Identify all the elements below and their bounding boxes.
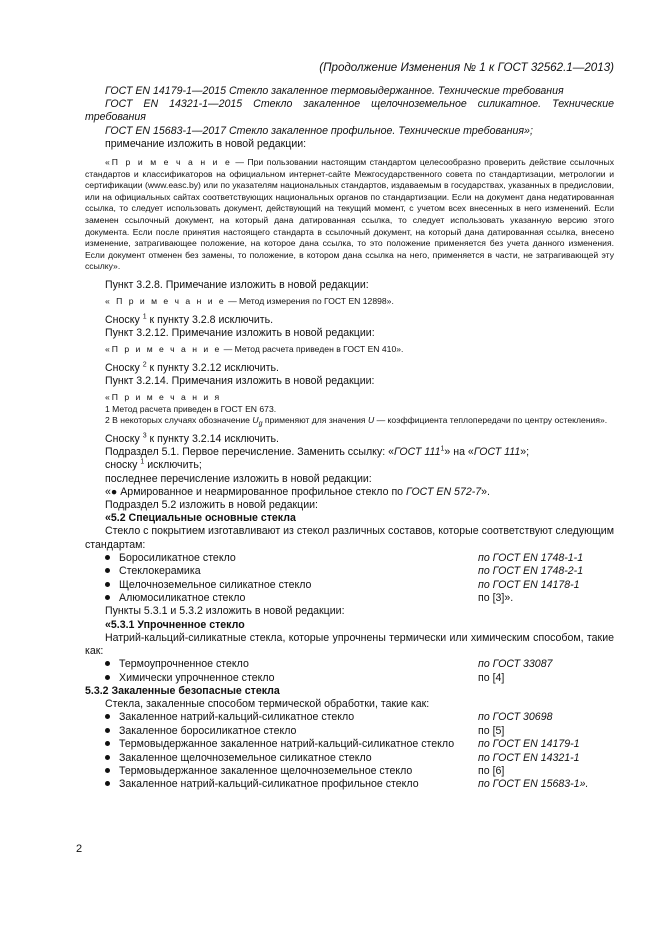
subsection-5-1: Подраздел 5.1. Первое перечисление. Заменить ссылку: «ГОСТ $111^1$» на «ГОСТ 111»;	[105, 445, 530, 459]
bullet-icon	[105, 582, 110, 587]
list-item: Закаленное натрий-кальций-силикатное профильное стекло по ГОСТ EN 15683-1».	[85, 778, 614, 791]
page-header: (Продолжение Изменения № 1 к ГОСТ 32562.1—2013)	[319, 61, 614, 74]
bullet-icon	[105, 755, 110, 760]
item-3-2-12: Пункт 3.2.12. Примечание изложить в новой редакции:	[105, 326, 375, 339]
list-item: Закаленное натрий-кальций-силикатное стекло по ГОСТ 30698	[85, 711, 614, 724]
heading-5-3-2: 5.3.2 Закаленные безопасные стекла	[85, 684, 280, 697]
reference-line: ГОСТ EN 14321-1—2015 Стекло закаленное щелочноземельное силикатное. Технические требования	[85, 98, 614, 124]
page-number: 2	[76, 843, 83, 855]
list-5-3-1	[85, 658, 614, 685]
armored-glass-line: «● Армированное и неармированное профильное стекло по ГОСТ EN 572-7».	[105, 485, 490, 498]
list-item: Алюмосиликатное стекло по [3]».	[85, 592, 614, 605]
footnote-removal-3: Сноску $^3$ к пункту 3.2.14 исключить.	[105, 432, 279, 445]
note-3-2-8: « П р и м е ч а н и е — Метод измерения по ГОСТ EN 12898».	[105, 296, 394, 307]
list-item: Боросиликатное стекло по ГОСТ EN 1748-1-1	[85, 552, 614, 565]
bullet-icon	[105, 728, 110, 733]
heading-5-2: «5.2 Специальные основные стекла	[105, 512, 296, 525]
bullet-icon	[105, 595, 110, 600]
notes-3-2-14-item: 2 В некоторых случаях обозначение $U_g$ применяют для значения U — коэффициента теплопередачи по центру остекления».	[105, 415, 608, 429]
note-paragraph: «П р и м е ч а н и е — При пользовании настоящим стандартом целесообразно проверить действие ссылочных стандартов и классификаторов на официальном интернет-сайте Межгосударственного совета по стандартизации, метрологии и сертификации (www.easc.by) или по указателям национальных стандартов, издаваемым в государствах, указанных в предисловии, или на официальных сайтах соответствующих национальных органов по стандартизации. Если на документ дана недатированная ссылка, то следует использовать документ, действующий на текущий момент, с учетом всех внесенных в него изменений. Если заменен ссылочный документ, на который дана датированная ссылка, то следует использовать указанную версию этого документа. Если после принятия настоящего стандарта в ссылочный документ, на который дана датированная ссылка, внесено изменение, затрагивающее положение, на которое дана ссылка, то это положение применяется без учета данного изменения. Если документ отменен без замены, то положение, в котором дана ссылка на него, применяется в части, не затрагивающей эту ссылку».	[85, 157, 615, 272]
items-5-3: Пункты 5.3.1 и 5.3.2 изложить в новой редакции:	[105, 605, 345, 618]
bullet-icon	[105, 568, 110, 573]
list-5-3-2	[85, 711, 614, 791]
reference-line: ГОСТ EN 15683-1—2017 Стекло закаленное профильное. Технические требования»;	[105, 124, 533, 137]
list-item: Щелочноземельное силикатное стекло по ГОСТ EN 14178-1	[85, 579, 614, 592]
list-item: Закаленное щелочноземельное силикатное стекло по ГОСТ EN 14321-1	[85, 752, 614, 765]
bullet-icon	[105, 555, 110, 560]
list-item: Термовыдержанное закаленное натрий-кальций-силикатное стекло по ГОСТ EN 14179-1	[85, 738, 614, 751]
subsection-5-2: Подраздел 5.2 изложить в новой редакции:	[105, 498, 318, 511]
paragraph-5-3-1: Натрий-кальций-силикатные стекла, которые упрочнены термически или химическим способом, такие как:	[85, 631, 614, 657]
footnote-removal-1: Сноску $^1$ к пункту 3.2.8 исключить.	[105, 313, 274, 326]
bullet-icon	[105, 675, 110, 680]
note-3-2-12: «П р и м е ч а н и е — Метод расчета приведен в ГОСТ EN 410».	[105, 344, 404, 355]
document-body	[85, 85, 614, 792]
list-item: Термовыдержанное закаленное щелочноземельное стекло по [6]	[85, 765, 614, 778]
heading-5-3-1: «5.3.1 Упрочненное стекло	[105, 618, 245, 631]
notes-3-2-14-title: «П р и м е ч а н и я	[105, 392, 222, 403]
reference-line: ГОСТ EN 14179-1—2015 Стекло закаленное термовыдержанное. Технические требования	[105, 85, 564, 97]
notes-3-2-14-item: 1 Метод расчета приведен в ГОСТ EN 673.	[105, 403, 277, 414]
item-3-2-14: Пункт 3.2.14. Примечания изложить в новой редакции:	[105, 374, 375, 387]
list-item: Термоупрочненное стекло по ГОСТ 33087	[85, 658, 614, 671]
list-item: Закаленное боросиликатное стекло по [5]	[85, 725, 614, 738]
footnote-removal: сноску $^1$ исключить;	[105, 458, 202, 472]
bullet-icon	[105, 741, 110, 746]
paragraph-5-3-2: Стекла, закаленные способом термической обработки, такие как:	[105, 698, 430, 711]
note-intro: примечание изложить в новой редакции:	[105, 137, 307, 150]
bullet-icon	[105, 714, 110, 719]
item-3-2-8: Пункт 3.2.8. Примечание изложить в новой редакции:	[105, 278, 369, 291]
paragraph-5-2: Стекло с покрытием изготавливают из стекол различных составов, которые соответствуют следующим стандартам:	[85, 525, 614, 551]
bullet-icon	[105, 781, 110, 786]
bullet-icon	[105, 768, 110, 773]
list-item: Химически упрочненное стекло по [4]	[85, 672, 614, 685]
list-5-2	[85, 552, 614, 606]
last-enumeration: последнее перечисление изложить в новой редакции:	[105, 472, 372, 485]
list-item: Стеклокерамика по ГОСТ EN 1748-2-1	[85, 565, 614, 578]
footnote-removal-2: Сноску $^2$ к пункту 3.2.12 исключить.	[105, 361, 279, 374]
bullet-icon	[105, 661, 110, 666]
